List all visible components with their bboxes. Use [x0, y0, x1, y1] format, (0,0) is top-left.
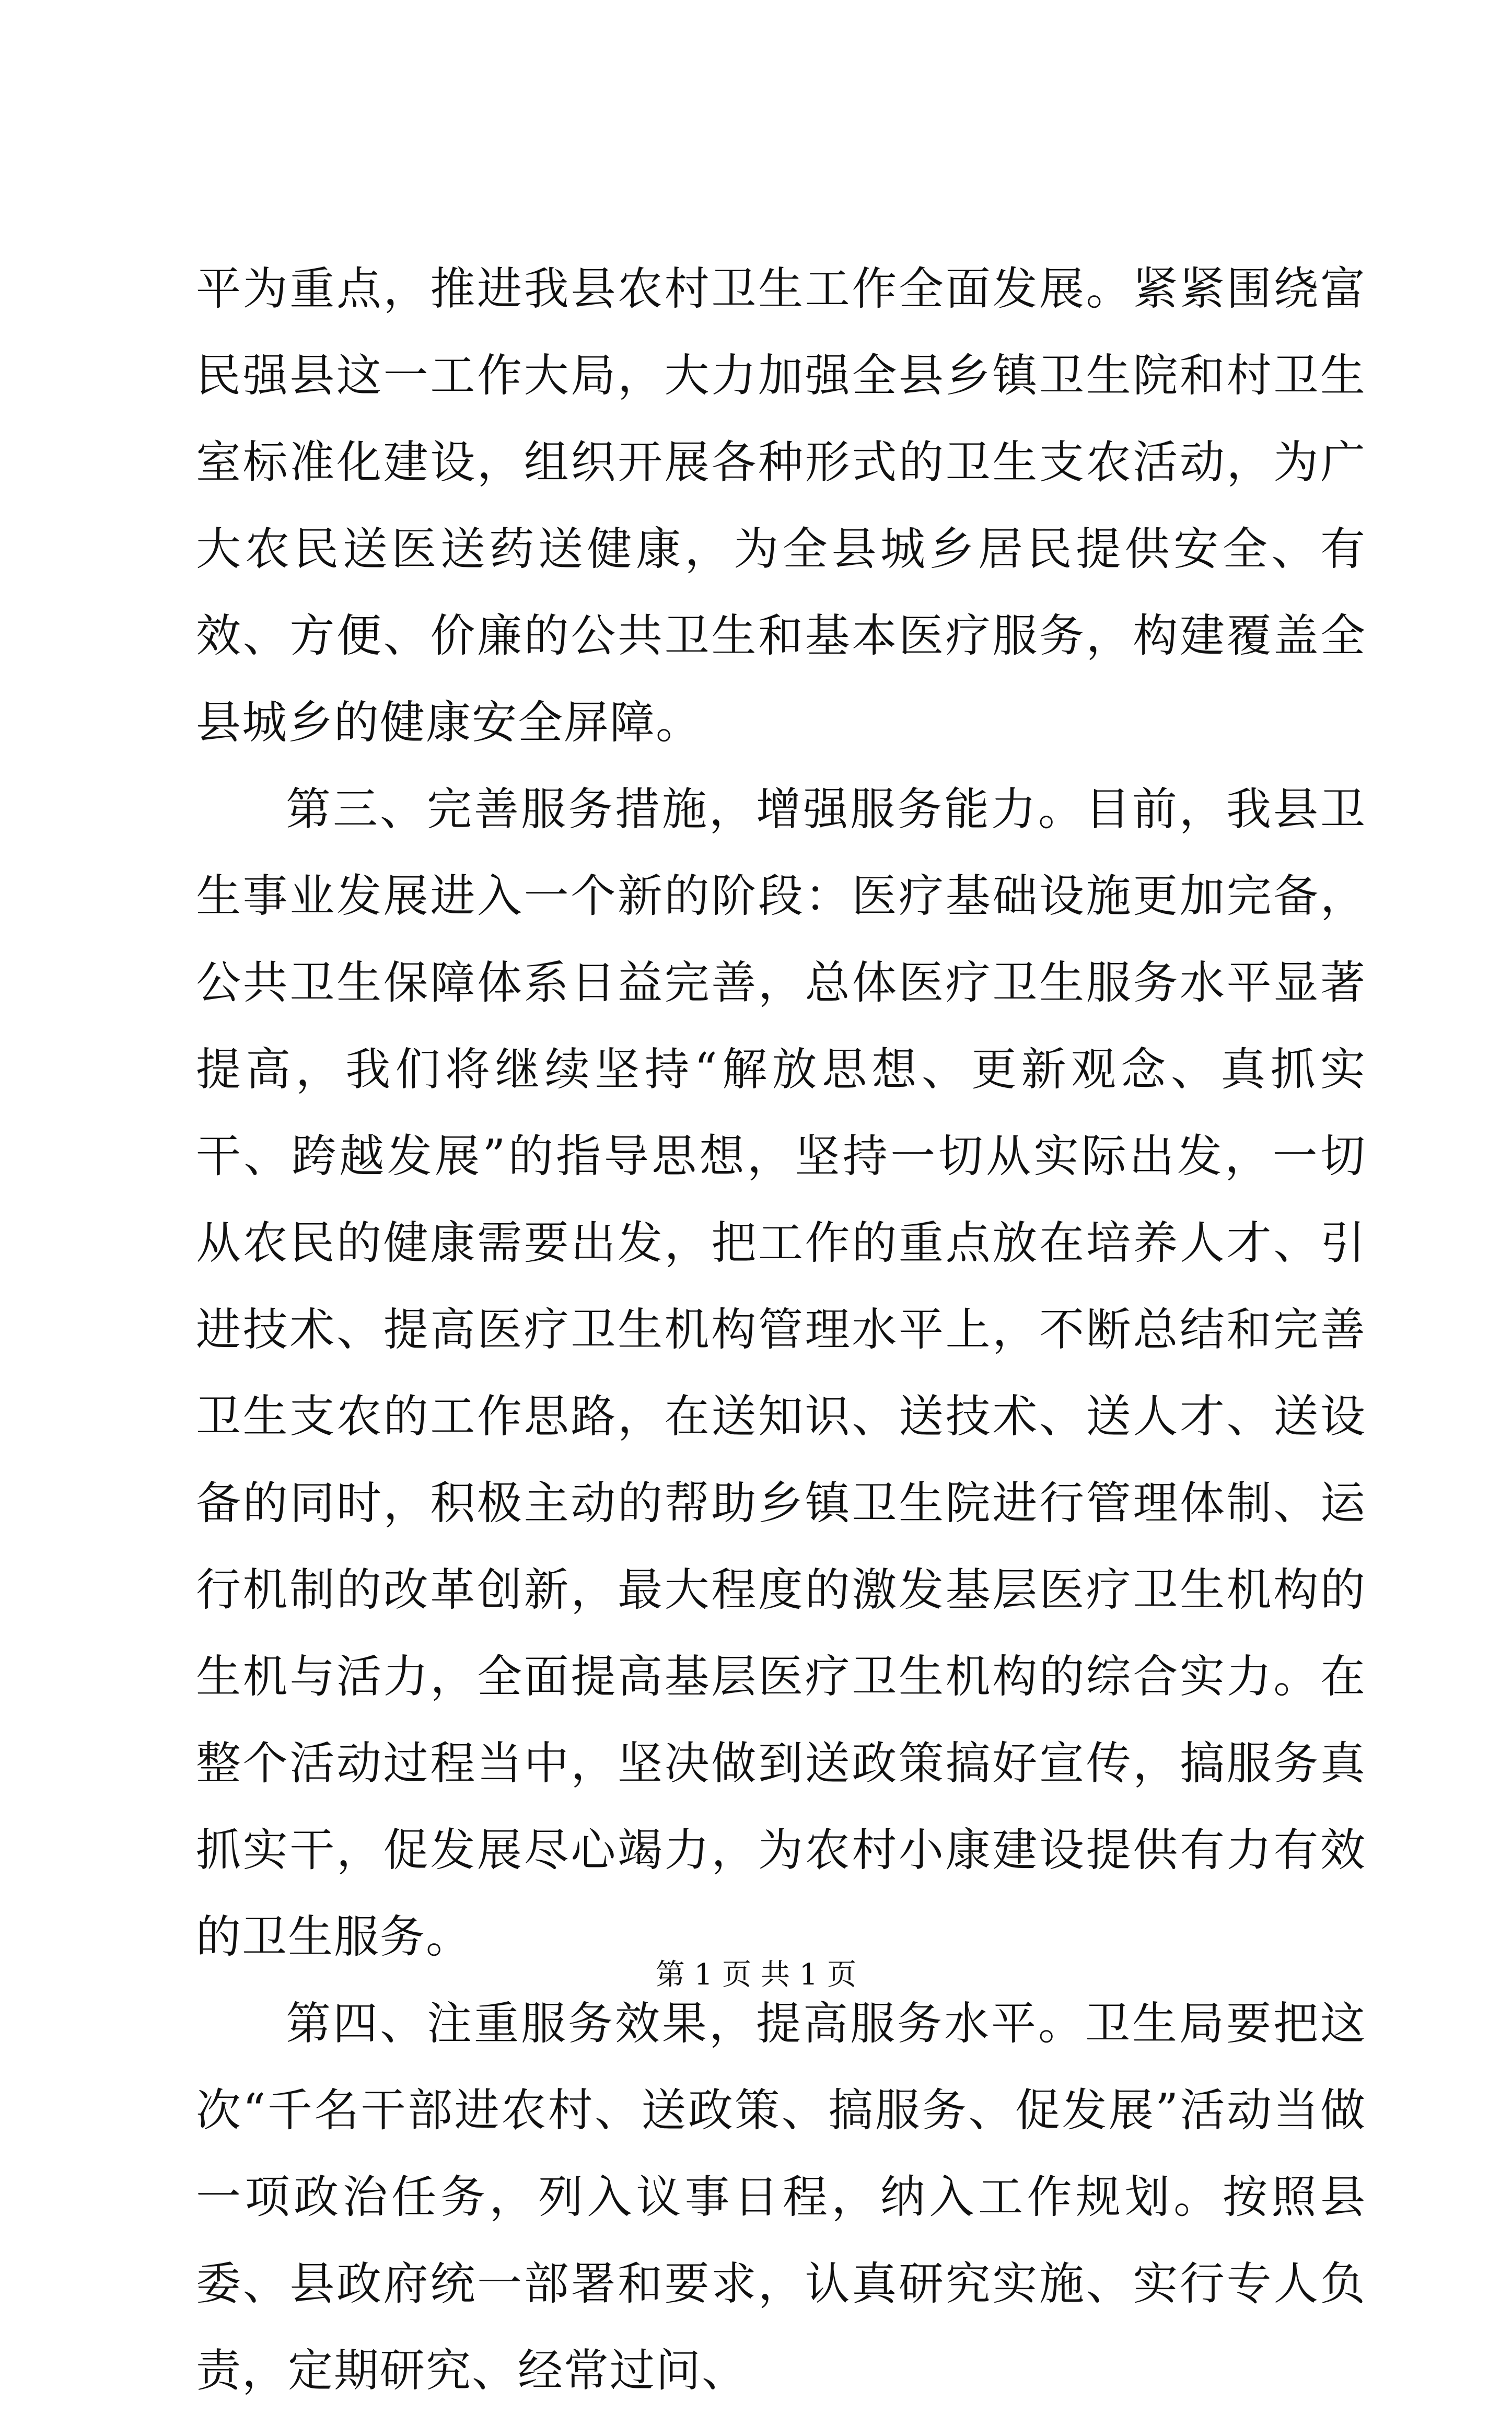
paragraph-fourth-point: 第四、注重服务效果，提高服务水平。卫生局要把这次“千名干部进农村、送政策、搞服务、促发展”活动当做一项政治任务，列入议事日程，纳入工作规划。按照县委、县政府统一部署和要求，认真研究实施、实行专人负责，定期研究、经常过问、: [196, 1998, 1366, 2397]
page-footer: 第 1 页 共 1 页: [655, 1958, 857, 1992]
paragraph-continuation: 平为重点，推进我县农村卫生工作全面发展。紧紧围绕富民强县这一工作大局，大力加强全县乡镇卫生院和村卫生室标准化建设，组织开展各种形式的卫生支农活动，为广大农民送医送药送健康，为全县城乡居民提供安全、有效、方便、价廉的公共卫生和基本医疗服务，构建覆盖全县城乡的健康安全屏障。: [196, 263, 1366, 749]
document-body: [196, 246, 1366, 2414]
paragraph-third-point: 第三、完善服务措施，增强服务能力。目前，我县卫生事业发展进入一个新的阶段：医疗基础设施更加完备，公共卫生保障体系日益完善，总体医疗卫生服务水平显著提高，我们将继续坚持“解放思想、更新观念、真抓实干、跨越发展”的指导思想，坚持一切从实际出发，一切从农民的健康需要出发，把工作的重点放在培养人才、引进技术、提高医疗卫生机构管理水平上，不断总结和完善卫生支农的工作思路，在送知识、送技术、送人才、送设备的同时，积极主动的帮助乡镇卫生院进行管理体制、运行机制的改革创新，最大程度的激发基层医疗卫生机构的生机与活力，全面提高基层医疗卫生机构的综合实力。在整个活动过程当中，坚决做到送政策搞好宣传，搞服务真抓实干，促发展尽心竭力，为农村小康建设提供有力有效的卫生服务。: [196, 783, 1366, 1963]
